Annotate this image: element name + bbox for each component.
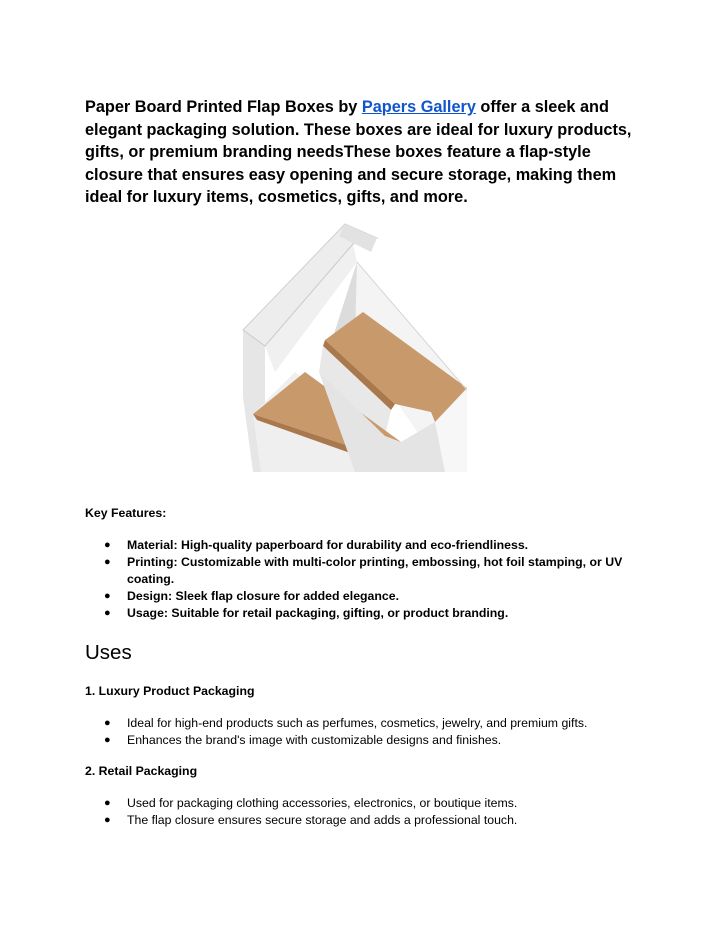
list-item-text: Enhances the brand's image with customizable designs and finishes. xyxy=(127,733,502,747)
retail-packaging-heading: 2. Retail Packaging xyxy=(85,764,198,778)
list-item xyxy=(85,588,645,605)
list-item xyxy=(85,812,645,829)
bullet-icon: ● xyxy=(104,590,111,602)
bullet-icon: ● xyxy=(104,539,111,551)
flap-box-image xyxy=(235,222,481,472)
bullet-icon: ● xyxy=(104,556,111,568)
list-item-text: Ideal for high-end products such as perfumes, cosmetics, jewelry, and premium gifts. xyxy=(127,716,588,730)
bullet-icon: ● xyxy=(104,734,111,746)
list-item xyxy=(85,605,645,622)
retail-packaging-list xyxy=(85,795,645,829)
list-item xyxy=(85,537,645,554)
list-item-text: The flap closure ensures secure storage and adds a professional touch. xyxy=(127,813,518,827)
key-features-heading: Key Features: xyxy=(85,506,167,520)
luxury-packaging-list xyxy=(85,715,645,749)
luxury-packaging-heading: 1. Luxury Product Packaging xyxy=(85,684,255,698)
intro-text-start: Paper Board Printed Flap Boxes by xyxy=(85,98,362,116)
list-item-text: Used for packaging clothing accessories, electronics, or boutique items. xyxy=(127,796,518,810)
feature-material: Material: High-quality paperboard for durability and eco-friendliness. xyxy=(127,538,529,552)
key-features-list xyxy=(85,537,645,622)
document-page xyxy=(85,96,645,827)
bullet-icon: ● xyxy=(104,797,111,809)
bullet-icon: ● xyxy=(104,607,111,619)
bullet-icon: ● xyxy=(104,814,111,826)
bullet-icon: ● xyxy=(104,717,111,729)
intro-text-end: offer a sleek and elegant packaging solution. These boxes are ideal for luxury products, gifts, or premium branding needsThese boxes feature a flap-style closure that ensures easy opening and secure storage, making them ideal for luxury items, cosmetics, gifts, and more. xyxy=(85,98,632,207)
list-item xyxy=(85,715,645,732)
intro-paragraph xyxy=(85,96,645,209)
feature-design: Design: Sleek flap closure for added elegance. xyxy=(127,589,399,603)
open-flap-box-illustration xyxy=(235,222,481,472)
list-item xyxy=(85,795,645,812)
list-item xyxy=(85,732,645,749)
uses-heading: Uses xyxy=(85,641,132,664)
papers-gallery-link[interactable]: Papers Gallery xyxy=(361,98,476,116)
feature-usage: Usage: Suitable for retail packaging, gifting, or product branding. xyxy=(127,606,509,620)
feature-printing: Printing: Customizable with multi-color printing, embossing, hot foil stamping, or UV coating. xyxy=(127,555,623,586)
list-item xyxy=(85,554,645,588)
